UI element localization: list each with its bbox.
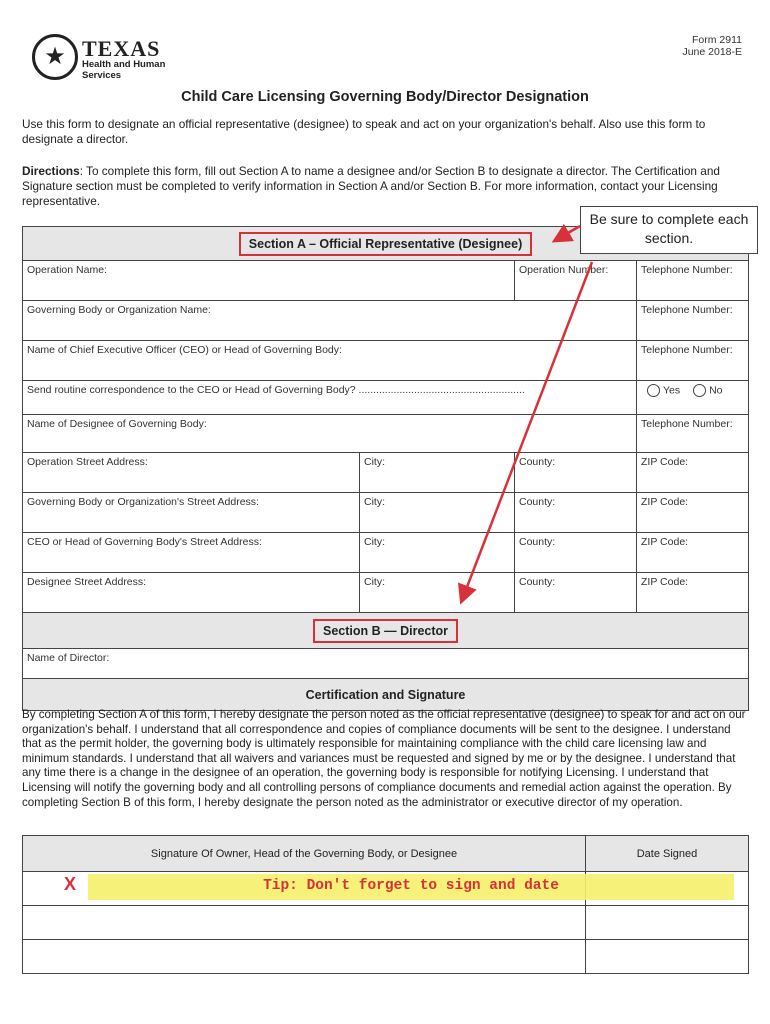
form-date: June 2018-E (682, 46, 742, 58)
ceo-city-field[interactable]: City: (360, 533, 515, 573)
send-correspondence-question: Send routine correspondence to the CEO or Head of Governing Body? ......................................................... (23, 381, 637, 415)
designee-county-field[interactable]: County: (515, 573, 637, 613)
certification-heading: Certification and Signature (23, 679, 749, 711)
operation-name-field[interactable]: Operation Name: (23, 261, 515, 301)
director-name-field[interactable]: Name of Director: (23, 649, 749, 679)
agency-subtitle: Health and Human Services (82, 59, 166, 81)
signature-header: Signature Of Owner, Head of the Governing Body, or Designee (23, 836, 586, 872)
certification-text: By completing Section A of this form, I hereby designate the person noted as the official representative (designee) to speak for and act on our organization's behalf. I understand that all correspondence and copies of compliance documents will be sent to the designee. I understand that as the permit holder, the governing body is ultimately responsible for maintaining compliance with the child care licensing law and minimum standards. I understand that all waivers and variances must be requested and signed by me or by the designee. I understand that any time there is a change in the designee of an operation, the governing body is responsible for notifying Licensing. I understand that Licensing will notify the governing body and all controlling persons of compliance documents and remedial action against the operation. By completing Section B of this form, I hereby designate the person noted as the administrator or executive director of my operation. (22, 708, 746, 809)
form-number: Form 2911 (692, 34, 742, 46)
org-address-field[interactable]: Governing Body or Organization's Street Address: (23, 493, 360, 533)
directions-label: Directions (22, 164, 80, 178)
operation-number-field[interactable]: Operation Number: (515, 261, 637, 301)
org-city-field[interactable]: City: (360, 493, 515, 533)
governing-body-name-field[interactable]: Governing Body or Organization Name: (23, 301, 637, 341)
section-a-heading-label: Section A – Official Representative (Designee) (239, 232, 532, 256)
designee-zip-field[interactable]: ZIP Code: (637, 573, 749, 613)
no-label: No (709, 384, 723, 397)
tip-text: Tip: Don't forget to sign and date (263, 878, 559, 894)
org-zip-field[interactable]: ZIP Code: (637, 493, 749, 533)
operation-zip-field[interactable]: ZIP Code: (637, 453, 749, 493)
arrow-to-section-b (462, 262, 592, 600)
ceo-telephone-field[interactable]: Telephone Number: (637, 341, 749, 381)
governing-body-telephone-field[interactable]: Telephone Number: (637, 301, 749, 341)
sign-here-x-mark: X (64, 874, 77, 894)
designee-telephone-field[interactable]: Telephone Number: (637, 415, 749, 453)
date-signed-header: Date Signed (586, 836, 749, 872)
star-icon: ★ (44, 43, 66, 70)
agency-name: TEXAS (82, 36, 161, 61)
operation-telephone-field[interactable]: Telephone Number: (637, 261, 749, 301)
intro-text: Use this form to designate an official representative (designee) to speak and act on your organization's behalf. Also use this form to designate a director. (22, 117, 706, 146)
arrow-to-section-a (556, 226, 580, 240)
ceo-zip-field[interactable]: ZIP Code: (637, 533, 749, 573)
ceo-county-field[interactable]: County: (515, 533, 637, 573)
form-title: Child Care Licensing Governing Body/Director Designation (181, 89, 589, 105)
designee-name-field[interactable]: Name of Designee of Governing Body: (23, 415, 637, 453)
yes-label: Yes (663, 384, 681, 397)
directions-body: : To complete this form, fill out Section A to name a designee and/or Section B to designate a director. The Certification and Signature section must be completed to verify information in Section A and/or Section B. For more information, contact your Licensing representative. (22, 164, 720, 208)
designee-address-field[interactable]: Designee Street Address: (23, 573, 360, 613)
section-b-heading-label: Section B — Director (313, 619, 458, 643)
org-county-field[interactable]: County: (515, 493, 637, 533)
ceo-name-field[interactable]: Name of Chief Executive Officer (CEO) or Head of Governing Body: (23, 341, 637, 381)
operation-address-field[interactable]: Operation Street Address: (23, 453, 360, 493)
callout-box: Be sure to complete each section. (580, 206, 758, 254)
operation-city-field[interactable]: City: (360, 453, 515, 493)
ceo-address-field[interactable]: CEO or Head of Governing Body's Street Address: (23, 533, 360, 573)
designee-city-field[interactable]: City: (360, 573, 515, 613)
operation-county-field[interactable]: County: (515, 453, 637, 493)
